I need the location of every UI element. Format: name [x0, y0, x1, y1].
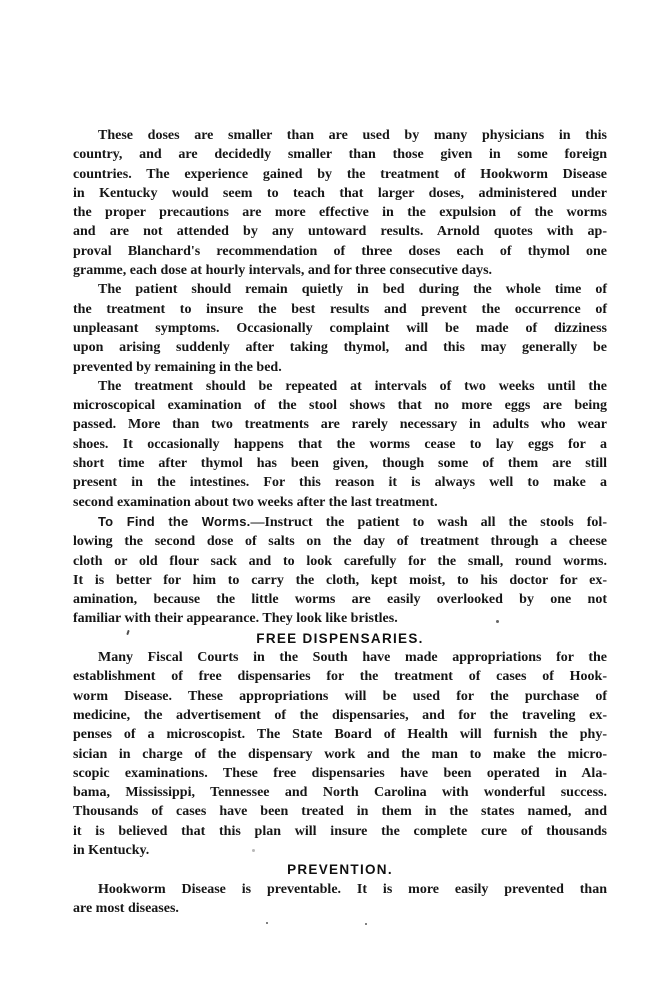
text-line: in Kentucky would seem to teach that larger doses, administered under — [73, 185, 607, 201]
text-line: country, and are decidedly smaller than those given in some foreign — [73, 147, 607, 163]
scan-speck — [365, 923, 367, 925]
section-heading: FREE DISPENSARIES. — [256, 630, 424, 646]
text-line: proval Blanchard's recommendation of three doses each of thymol one — [73, 243, 607, 259]
text-line: amination, because the little worms are easily overlooked by one not — [73, 592, 607, 608]
paragraph — [73, 126, 607, 280]
text-line: establishment of free dispensaries for the treatment of cases of Hook- — [73, 669, 607, 685]
paragraph — [73, 512, 607, 629]
text-line: lowing the second dose of salts on the day of treatment through a cheese — [73, 534, 607, 550]
text-line: These doses are smaller than are used by many physicians in this — [98, 128, 607, 143]
text-block — [73, 126, 607, 918]
text-line: it is believed that this plan will insure the complete cure of thousands — [73, 823, 607, 839]
text-line: short time after thymol has been given, though some of them are still — [73, 456, 607, 472]
text-line: prevented by remaining in the bed. — [73, 359, 282, 375]
text-line: Hookworm Disease is preventable. It is more easily prevented than — [98, 881, 607, 897]
text-line: The treatment should be repeated at intervals of two weeks until the — [98, 378, 607, 394]
text-line: unpleasant symptoms. Occasionally complaint will be made of dizziness — [73, 320, 607, 336]
text-line: are most diseases. — [73, 900, 179, 916]
text-line: worm Disease. These appropriations will be used for the purchase of — [73, 688, 607, 704]
text-line: shoes. It occasionally happens that the worms cease to lay eggs for a — [73, 436, 607, 452]
text-line: the proper precautions are more effective in the expulsion of the worms — [73, 205, 607, 221]
paragraph — [73, 880, 607, 919]
text-line: passed. More than two treatments are rarely necessary in adults who wear — [73, 417, 607, 433]
text-line: penses of a microscopist. The State Board of Health will furnish the phy- — [73, 727, 607, 743]
scan-speck — [252, 849, 255, 852]
text-line: gramme, each dose at hourly intervals, and for three consecutive days. — [73, 263, 493, 279]
scan-speck — [266, 922, 268, 924]
scan-speck — [496, 620, 499, 623]
text-line: It is better for him to carry the cloth, kept moist, to his doctor for ex- — [73, 572, 607, 588]
text-line: cloth or old flour sack and to look carefully for the small, round worms. — [73, 553, 607, 569]
text-line: the treatment to insure the best results and prevent the occurrence of — [73, 301, 607, 317]
text-line: second examination about two weeks after the last treatment. — [73, 494, 438, 510]
text-line: bama, Mississippi, Tennessee and North Carolina with wonderful success. — [73, 785, 607, 801]
text-line: present in the intestines. For this reason it is always well to make a — [73, 475, 607, 491]
text-line: Many Fiscal Courts in the South have made appropriations for the — [98, 650, 607, 666]
text-line: sician in charge of the dispensary work and the man to make the micro- — [73, 746, 607, 762]
text-line: Thousands of cases have been treated in them in the states named, and — [73, 804, 607, 820]
section-heading: PREVENTION. — [287, 862, 393, 878]
paragraph-lead: To Find the Worms. — [98, 513, 251, 529]
text-span: —Instruct the patient to wash all the stools fol- — [250, 514, 607, 530]
text-line — [73, 512, 607, 532]
text-line: and are not attended by any untoward results. Arnold quotes with ap- — [73, 224, 607, 240]
text-line: countries. The experience gained by the treatment of Hookworm Disease — [73, 166, 607, 182]
text-line: in Kentucky. — [73, 842, 150, 858]
paragraph — [73, 377, 607, 512]
paragraph — [73, 648, 607, 860]
paragraph — [73, 280, 607, 376]
text-line: microscopical examination of the stool shows that no more eggs are being — [73, 398, 607, 414]
text-line: familiar with their appearance. They look like bristles. — [73, 611, 398, 627]
text-line: The patient should remain quietly in bed during the whole time of — [98, 282, 607, 298]
text-line: upon arising suddenly after taking thymol, and this may generally be — [73, 340, 607, 356]
text-line: scopic examinations. These free dispensaries have been operated in Ala- — [73, 765, 607, 781]
text-line: medicine, the advertisement of the dispensaries, and for the traveling ex- — [73, 707, 607, 723]
